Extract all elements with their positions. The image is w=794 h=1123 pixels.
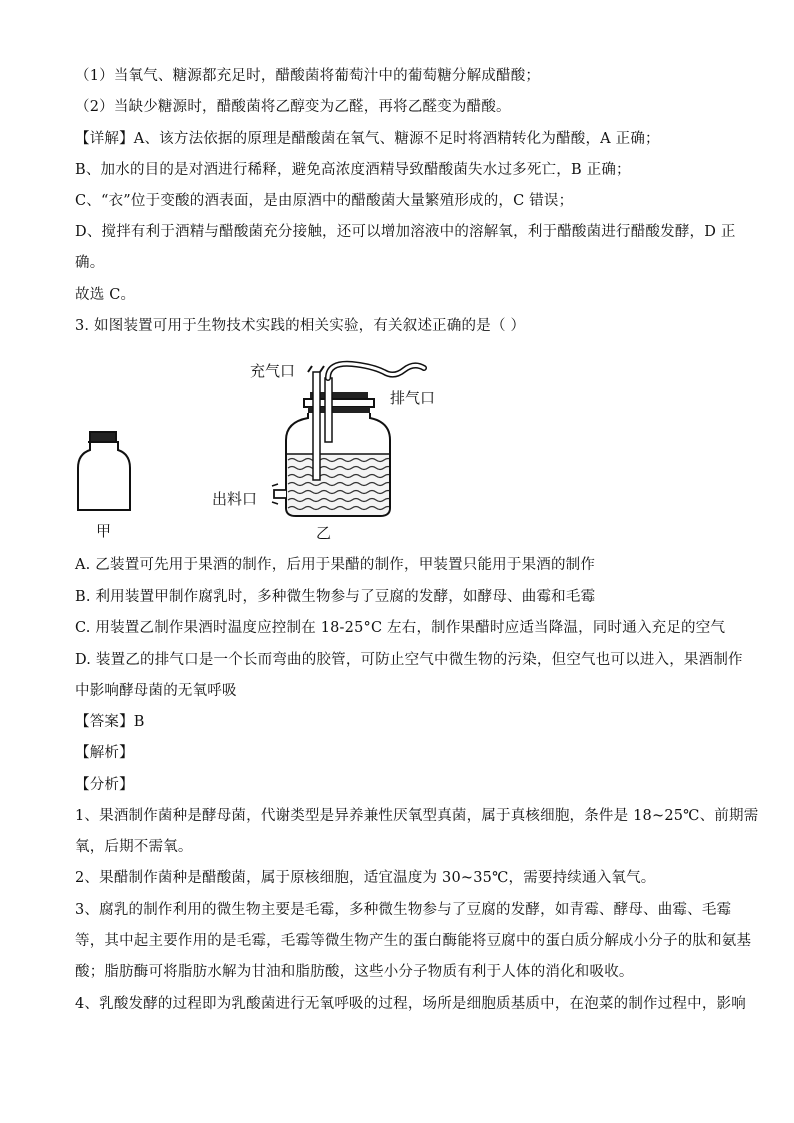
analysis-line-5: 等，其中起主要作用的是毛霉，毛霉等微生物产生的蛋白酶能将豆腐中的蛋白质分解成小分子的肽和氨基 xyxy=(75,933,752,949)
option-a: A. 乙装置可先用于果酒的制作，后用于果醋的制作，甲装置只能用于果酒的制作 xyxy=(75,557,596,573)
detail-conclusion: 故选 C。 xyxy=(75,287,136,303)
detail-line-5: 确。 xyxy=(75,255,105,271)
intro-line-2: （2）当缺少糖源时，醋酸菌将乙醇变为乙醛，再将乙醛变为醋酸。 xyxy=(75,99,511,115)
detail-line-3: C、“衣”位于变酸的酒表面，是由原酒中的醋酸菌大量繁殖形成的，C 错误； xyxy=(75,193,574,209)
detail-line-2: B、加水的目的是对酒进行稀释，避免高浓度酒精导致醋酸菌失水过多死亡，B 正确； xyxy=(75,162,631,178)
analysis-line-3: 2、果醋制作菌种是醋酸菌，属于原核细胞，适宜温度为 30~35℃，需要持续通入氧气。 xyxy=(75,870,656,886)
jar-b-fermenter xyxy=(272,364,424,516)
apparatus-figure xyxy=(72,358,452,548)
analysis-subheading: 【分析】 xyxy=(75,777,134,793)
intro-line-1: （1）当氧气、糖源都充足时，醋酸菌将葡萄汁中的葡萄糖分解成醋酸； xyxy=(75,68,541,84)
jar-a-label: 甲 xyxy=(96,522,112,540)
analysis-line-1: 1、果酒制作菌种是酵母菌，代谢类型是异养兼性厌氧型真菌，属于真核细胞，条件是 18~25℃、前期需 xyxy=(75,808,759,824)
analysis-heading: 【解析】 xyxy=(75,745,134,761)
option-b: B. 利用装置甲制作腐乳时，多种微生物参与了豆腐的发酵，如酵母、曲霉和毛霉 xyxy=(75,589,596,605)
analysis-line-7: 4、乳酸发酵的过程即为乳酸菌进行无氧呼吸的过程，场所是细胞质基质中，在泡菜的制作过程中，影响 xyxy=(75,996,746,1012)
outlet-label: 排气口 xyxy=(390,389,436,407)
analysis-line-4: 3、腐乳的制作利用的微生物主要是毛霉，多种微生物参与了豆腐的发酵，如青霉、酵母、曲霉、毛霉 xyxy=(75,902,732,918)
option-d: D. 装置乙的排气口是一个长而弯曲的胶管，可防止空气中微生物的污染，但空气也可以进入，果酒制作 xyxy=(75,652,743,668)
jar-a-bottle xyxy=(78,432,130,510)
answer: 【答案】B xyxy=(75,714,145,730)
option-c: C. 用装置乙制作果酒时温度应控制在 18-25°C 左右，制作果醋时应适当降温，同时通入充足的空气 xyxy=(75,620,726,636)
analysis-line-2: 氧，后期不需氧。 xyxy=(75,839,193,855)
inlet-label: 充气口 xyxy=(250,362,296,380)
analysis-line-6: 酸；脂肪酶可将脂肪水解为甘油和脂肪酸，这些小分子物质有利于人体的消化和吸收。 xyxy=(75,964,634,980)
question-3-stem: 3. 如图装置可用于生物技术实践的相关实验，有关叙述正确的是（ ） xyxy=(75,318,526,334)
detail-line-1: 【详解】A、该方法依据的原理是醋酸菌在氧气、糖源不足时将酒精转化为醋酸，A 正确； xyxy=(75,131,660,147)
detail-line-4: D、搅拌有利于酒精与醋酸菌充分接触，还可以增加溶液中的溶解氧，利于醋酸菌进行醋酸发酵，D 正 xyxy=(75,224,736,240)
option-d-cont: 中影响酵母菌的无氧呼吸 xyxy=(75,683,237,699)
jar-b-label: 乙 xyxy=(316,524,332,542)
discharge-label: 出料口 xyxy=(212,490,258,508)
